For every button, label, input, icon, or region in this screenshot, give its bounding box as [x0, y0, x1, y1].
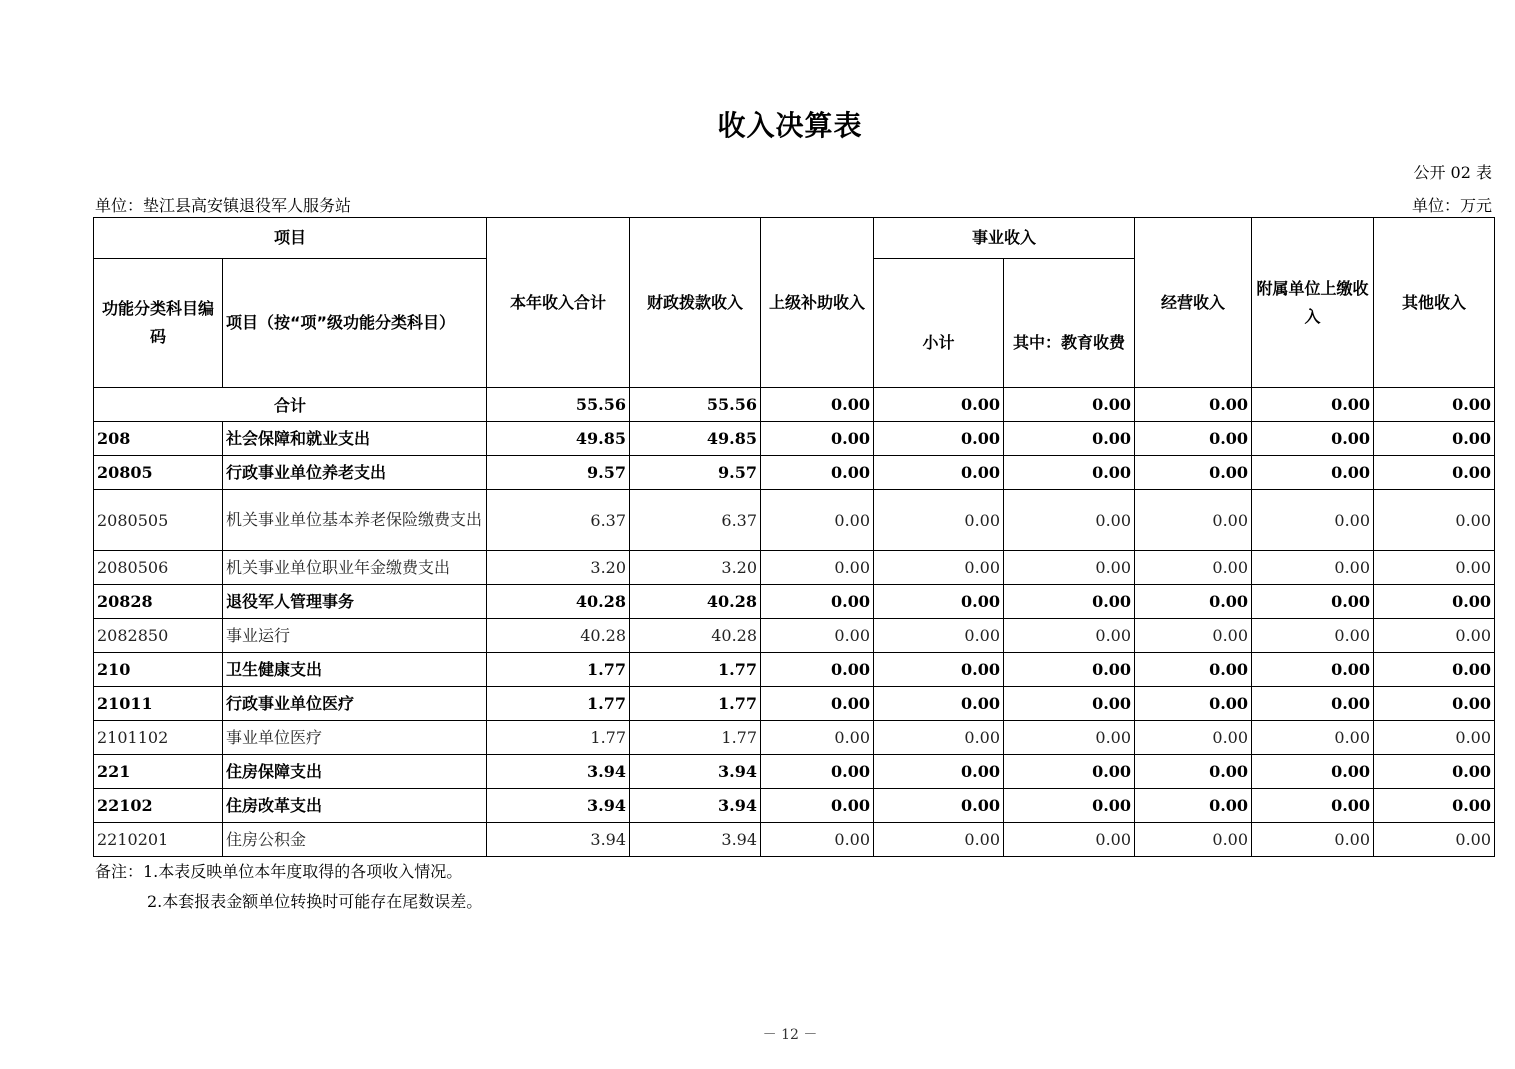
- row-value: 0.00: [1252, 823, 1374, 857]
- table-row: [94, 721, 1495, 755]
- row-value: 0.00: [761, 422, 874, 456]
- header-code: 功能分类科目编码: [94, 259, 223, 388]
- row-value: 0.00: [1135, 422, 1252, 456]
- header-fiscal: 财政拨款收入: [630, 218, 761, 388]
- table-row: [94, 585, 1495, 619]
- row-value: 0.00: [1374, 755, 1495, 789]
- row-code: 21011: [94, 687, 223, 721]
- row-value: 0.00: [874, 687, 1004, 721]
- row-value: 0.00: [1004, 721, 1135, 755]
- row-value: 0.00: [1252, 585, 1374, 619]
- income-table: [93, 217, 1495, 857]
- row-value: 0.00: [874, 619, 1004, 653]
- table-row: [94, 755, 1495, 789]
- row-value: 0.00: [1135, 653, 1252, 687]
- row-value: 40.28: [630, 585, 761, 619]
- row-value: 0.00: [761, 619, 874, 653]
- row-value: 0.00: [1135, 456, 1252, 490]
- row-name: 卫生健康支出: [223, 653, 487, 687]
- row-value: 0.00: [1135, 585, 1252, 619]
- row-value: 0.00: [1004, 755, 1135, 789]
- total-cell: 0.00: [1374, 388, 1495, 422]
- row-value: 0.00: [1004, 823, 1135, 857]
- row-value: 3.94: [630, 823, 761, 857]
- row-value: 3.94: [487, 789, 630, 823]
- row-value: 0.00: [874, 721, 1004, 755]
- row-name: 事业单位医疗: [223, 721, 487, 755]
- row-value: 0.00: [1135, 755, 1252, 789]
- note-line-1: 备注：1.本表反映单位本年度取得的各项收入情况。: [95, 862, 463, 881]
- row-value: 0.00: [874, 422, 1004, 456]
- row-name: 住房改革支出: [223, 789, 487, 823]
- row-code: 221: [94, 755, 223, 789]
- row-value: 0.00: [1374, 721, 1495, 755]
- row-value: 0.00: [1004, 687, 1135, 721]
- document-title: 收入决算表: [717, 109, 863, 142]
- row-value: 1.77: [630, 721, 761, 755]
- row-value: 0.00: [1004, 585, 1135, 619]
- row-value: 1.77: [487, 721, 630, 755]
- row-value: 0.00: [1374, 422, 1495, 456]
- row-value: 0.00: [874, 653, 1004, 687]
- header-item: 项目（按“项”级功能分类科目）: [223, 259, 487, 388]
- row-value: 0.00: [1135, 551, 1252, 585]
- table-body: [94, 388, 1495, 857]
- row-name: 机关事业单位基本养老保险缴费支出: [223, 490, 487, 551]
- row-value: 0.00: [1004, 490, 1135, 551]
- total-label: 合计: [94, 388, 487, 422]
- header-affiliated: 附属单位上缴收入: [1252, 218, 1374, 388]
- row-value: 0.00: [1252, 619, 1374, 653]
- row-name: 行政事业单位医疗: [223, 687, 487, 721]
- row-value: 0.00: [1004, 422, 1135, 456]
- total-cell: 0.00: [1004, 388, 1135, 422]
- row-name: 退役军人管理事务: [223, 585, 487, 619]
- row-value: 0.00: [1374, 551, 1495, 585]
- row-value: 9.57: [487, 456, 630, 490]
- row-value: 0.00: [874, 823, 1004, 857]
- total-cell: 0.00: [1135, 388, 1252, 422]
- total-cell: 0.00: [874, 388, 1004, 422]
- row-value: 0.00: [1135, 619, 1252, 653]
- table-row: [94, 687, 1495, 721]
- row-value: 3.20: [487, 551, 630, 585]
- row-value: 0.00: [874, 456, 1004, 490]
- row-value: 3.94: [487, 755, 630, 789]
- row-value: 0.00: [1374, 653, 1495, 687]
- row-value: 9.57: [630, 456, 761, 490]
- row-value: 40.28: [487, 619, 630, 653]
- row-code: 2210201: [94, 823, 223, 857]
- row-code: 2080505: [94, 490, 223, 551]
- row-code: 20828: [94, 585, 223, 619]
- row-value: 3.94: [487, 823, 630, 857]
- row-value: 0.00: [1252, 490, 1374, 551]
- table-row: [94, 551, 1495, 585]
- header-total-income: 本年收入合计: [487, 218, 630, 388]
- row-value: 3.94: [630, 755, 761, 789]
- row-value: 0.00: [1252, 422, 1374, 456]
- row-value: 0.00: [874, 755, 1004, 789]
- table-row: [94, 789, 1495, 823]
- total-cell: 0.00: [1252, 388, 1374, 422]
- form-number: 公开 02 表: [1413, 163, 1492, 182]
- row-value: 6.37: [487, 490, 630, 551]
- row-code: 210: [94, 653, 223, 687]
- total-row: [94, 388, 1495, 422]
- row-value: 0.00: [1252, 687, 1374, 721]
- header-other: 其他收入: [1374, 218, 1495, 388]
- row-value: 0.00: [1004, 456, 1135, 490]
- row-value: 0.00: [1252, 456, 1374, 490]
- row-value: 0.00: [761, 585, 874, 619]
- row-value: 0.00: [761, 789, 874, 823]
- row-code: 2101102: [94, 721, 223, 755]
- total-cell: 0.00: [761, 388, 874, 422]
- row-value: 0.00: [761, 687, 874, 721]
- header-operating: 经营收入: [1135, 218, 1252, 388]
- row-value: 0.00: [1374, 456, 1495, 490]
- row-value: 49.85: [630, 422, 761, 456]
- row-value: 3.94: [630, 789, 761, 823]
- row-value: 1.77: [487, 653, 630, 687]
- row-value: 0.00: [1135, 490, 1252, 551]
- row-value: 1.77: [487, 687, 630, 721]
- row-value: 0.00: [1374, 789, 1495, 823]
- row-value: 0.00: [1252, 653, 1374, 687]
- row-value: 1.77: [630, 653, 761, 687]
- row-value: 0.00: [761, 653, 874, 687]
- row-value: 0.00: [874, 490, 1004, 551]
- currency-unit: 单位：万元: [1411, 196, 1492, 215]
- total-cell: 55.56: [487, 388, 630, 422]
- reporting-unit: 单位：垫江县高安镇退役军人服务站: [95, 196, 352, 215]
- row-name: 住房保障支出: [223, 755, 487, 789]
- row-value: 6.37: [630, 490, 761, 551]
- row-code: 20805: [94, 456, 223, 490]
- row-value: 0.00: [1374, 687, 1495, 721]
- row-value: 0.00: [761, 456, 874, 490]
- row-value: 0.00: [1135, 823, 1252, 857]
- row-name: 机关事业单位职业年金缴费支出: [223, 551, 487, 585]
- page-number: － 12 －: [762, 1027, 818, 1043]
- row-value: 0.00: [1374, 619, 1495, 653]
- table-row: [94, 490, 1495, 551]
- row-value: 0.00: [1252, 789, 1374, 823]
- header-superior-subsidy: 上级补助收入: [761, 218, 874, 388]
- table-row: [94, 823, 1495, 857]
- table-row: [94, 422, 1495, 456]
- table-row: [94, 653, 1495, 687]
- row-name: 事业运行: [223, 619, 487, 653]
- row-name: 行政事业单位养老支出: [223, 456, 487, 490]
- row-value: 0.00: [1252, 755, 1374, 789]
- row-value: 40.28: [487, 585, 630, 619]
- row-code: 22102: [94, 789, 223, 823]
- row-value: 0.00: [761, 721, 874, 755]
- header-business-income: 事业收入: [874, 218, 1135, 259]
- row-value: 0.00: [1374, 490, 1495, 551]
- row-value: 49.85: [487, 422, 630, 456]
- row-value: 0.00: [1004, 789, 1135, 823]
- row-value: 0.00: [761, 551, 874, 585]
- row-value: 0.00: [1374, 823, 1495, 857]
- row-value: 3.20: [630, 551, 761, 585]
- row-value: 40.28: [630, 619, 761, 653]
- row-value: 0.00: [1135, 789, 1252, 823]
- total-cell: 55.56: [630, 388, 761, 422]
- row-value: 0.00: [874, 551, 1004, 585]
- row-value: 0.00: [1135, 687, 1252, 721]
- row-value: 0.00: [1252, 551, 1374, 585]
- row-name: 住房公积金: [223, 823, 487, 857]
- row-value: 0.00: [1252, 721, 1374, 755]
- header-education-fee: 其中：教育收费: [1004, 259, 1135, 388]
- row-value: 0.00: [761, 823, 874, 857]
- header-project: 项目: [94, 218, 487, 259]
- table-row: [94, 456, 1495, 490]
- row-value: 0.00: [1004, 619, 1135, 653]
- row-code: 2082850: [94, 619, 223, 653]
- row-value: 0.00: [1135, 721, 1252, 755]
- row-value: 0.00: [874, 585, 1004, 619]
- note-line-2: 2.本套报表金额单位转换时可能存在尾数误差。: [147, 892, 483, 911]
- header-subtotal: 小计: [874, 259, 1004, 388]
- row-value: 0.00: [1374, 585, 1495, 619]
- row-code: 2080506: [94, 551, 223, 585]
- row-value: 0.00: [1004, 551, 1135, 585]
- row-value: 0.00: [1004, 653, 1135, 687]
- row-code: 208: [94, 422, 223, 456]
- row-name: 社会保障和就业支出: [223, 422, 487, 456]
- notes: [95, 857, 482, 917]
- row-value: 0.00: [761, 490, 874, 551]
- table-header: [94, 218, 1495, 388]
- row-value: 1.77: [630, 687, 761, 721]
- row-value: 0.00: [761, 755, 874, 789]
- table-row: [94, 619, 1495, 653]
- row-value: 0.00: [874, 789, 1004, 823]
